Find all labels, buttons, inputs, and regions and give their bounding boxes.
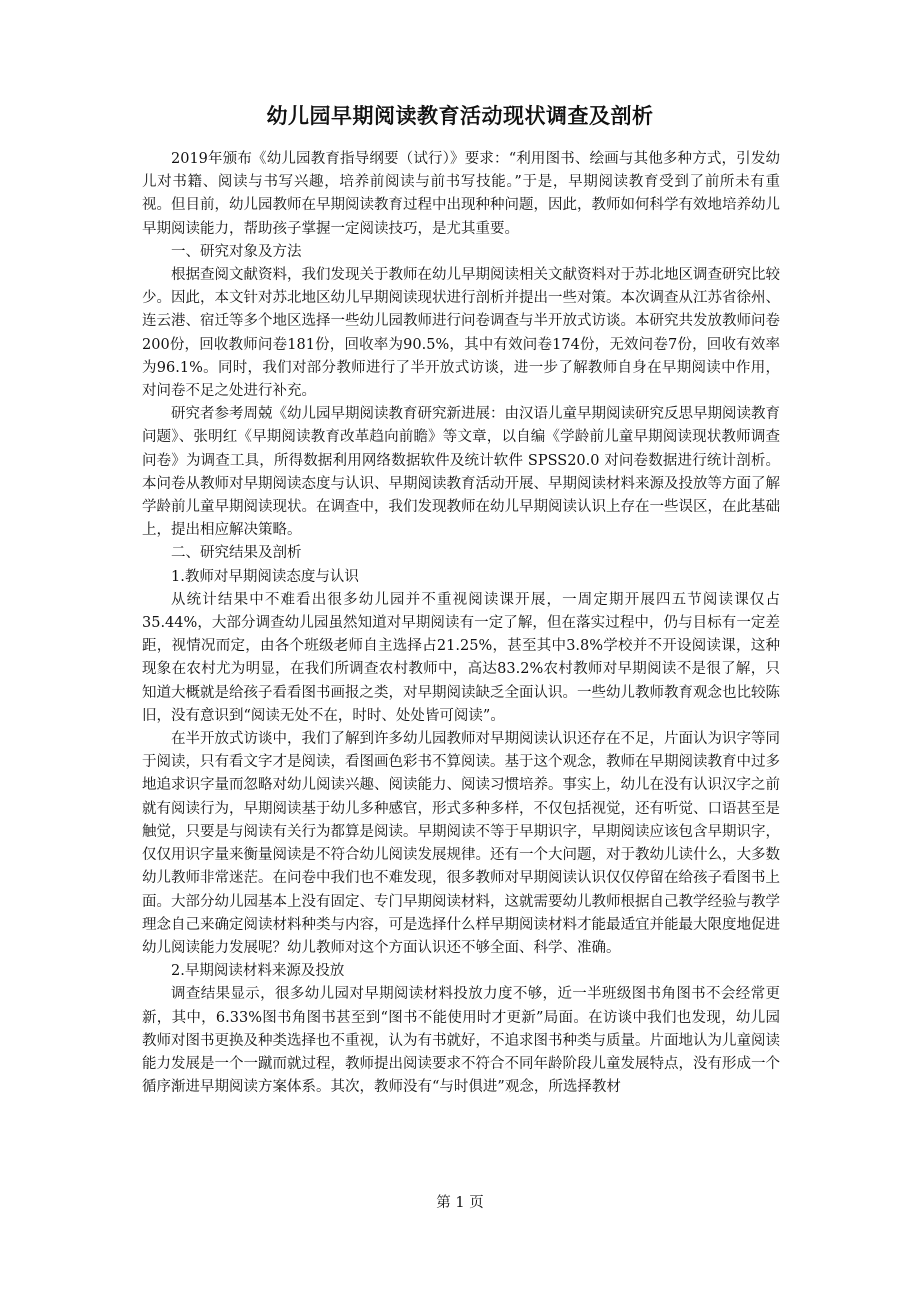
document-title: 幼儿园早期阅读教育活动现状调查及剖析	[266, 104, 654, 128]
page-number-footer: 第 1 页	[436, 1195, 484, 1211]
body-paragraph: 调查结果显示，很多幼儿园对早期阅读材料投放力度不够，近一半班级图书角图书不会经常更新，其中，6.33%图书角图书甚至到“图书不能使用时才更新”局面。在访谈中我们也发现，幼儿园教师对图书更换及种类选择也不重视，认为有书就好，不追求图书种类与质量。片面地认为儿童阅读能力发展是一个一蹴而就过程，教师提出阅读要求不符合不同年龄阶段儿童发展特点，没有形成一个循序渐进早期阅读方案体系。其次，教师没有“与时俱进”观念，所选择教材	[142, 986, 780, 1096]
body-paragraph: 根据查阅文献资料，我们发现关于教师在幼儿早期阅读相关文献资料对于苏北地区调查研究比较少。因此，本文针对苏北地区幼儿早期阅读现状进行剖析并提出一些对策。本次调查从江苏省徐州、连云港、宿迁等多个地区选择一些幼儿园教师进行问卷调查与半开放式访谈。本研究共发放教师问卷200份，回收教师问卷181份，回收率为90.5%，其中有效问卷174份，无效问卷7份，回收有效率为96.1%。同时，我们对部分教师进行了半开放式访谈，进一步了解教师自身在早期阅读中作用，对问卷不足之处进行补充。	[142, 267, 780, 400]
document-body	[142, 148, 780, 1099]
subsection-heading-materials: 2.早期阅读材料来源及投放	[171, 963, 345, 980]
subsection-heading-attitude: 1.教师对早期阅读态度与认识	[171, 568, 359, 585]
section-heading-results: 二、研究结果及剖析	[171, 545, 302, 562]
body-paragraph: 从统计结果中不难看出很多幼儿园并不重视阅读课开展，一周定期开展四五节阅读课仅占35.44%，大部分调查幼儿园虽然知道对早期阅读有一定了解，但在落实过程中，仍与目标有一定差距，视情况而定，由各个班级老师自主选择占21.25%，甚至其中3.8%学校并不开设阅读课，这种现象在农村尤为明显，在我们所调查农村教师中，高达83.2%农村教师对早期阅读不是很了解，只知道大概就是给孩子看看图书画报之类，对早期阅读缺乏全面认识。一些幼儿教师教育观念也比较陈旧，没有意识到“阅读无处不在，时时、处处皆可阅读”。	[142, 591, 780, 724]
section-heading-methods: 一、研究对象及方法	[171, 243, 302, 260]
body-paragraph: 研究者参考周兢《幼儿园早期阅读教育研究新进展：由汉语儿童早期阅读研究反思早期阅读教育问题》、张明红《早期阅读教育改革趋向前瞻》等文章，以自编《学龄前儿童早期阅读现状教师调查问卷》为调查工具，所得数据利用网络数据软件及统计软件 SPSS20.0 对问卷数据进行统计剖析。本问卷从教师对早期阅读态度与认识、早期阅读教育活动开展、早期阅读材料来源及投放等方面了解学龄前儿童早期阅读现状。在调查中，我们发现教师在幼儿早期阅读认识上存在一些误区，在此基础上，提出相应解决策略。	[142, 406, 780, 539]
intro-paragraph: 2019年颁布《幼儿园教育指导纲要（试行）》要求：“利用图书、绘画与其他多种方式，引发幼儿对书籍、阅读与书写兴趣，培养前阅读与前书写技能。”于是，早期阅读教育受到了前所未有重视。但目前，幼儿园教师在早期阅读教育过程中出现种种问题，因此，教师如何科学有效地培养幼儿早期阅读能力，帮助孩子掌握一定阅读技巧，是尤其重要。	[142, 151, 780, 237]
body-paragraph: 在半开放式访谈中，我们了解到许多幼儿园教师对早期阅读认识还存在不足，片面认为识字等同于阅读，只有看文字才是阅读，看图画色彩书不算阅读。基于这个观念，教师在早期阅读教育中过多地追求识字量而忽略对幼儿阅读兴趣、阅读能力、阅读习惯培养。事实上，幼儿在没有认识汉字之前就有阅读行为，早期阅读基于幼儿多种感官，形式多种多样，不仅包括视觉，还有听觉、口语甚至是触觉，只要是与阅读有关行为都算是阅读。早期阅读不等于早期识字，早期阅读应该包含早期识字，仅仅用识字量来衡量阅读是不符合幼儿阅读发展规律。还有一个大问题，对于教幼儿读什么，大多数幼儿教师非常迷茫。在问卷中我们也不难发现，很多教师对早期阅读认识仅仅停留在给孩子看图书上面。大部分幼儿园基本上没有固定、专门早期阅读材料，这就需要幼儿教师根据自己教学经验与教学理念自己来确定阅读材料种类与内容，可是选择什么样早期阅读材料才能最适宜并能最大限度地促进幼儿阅读能力发展呢？幼儿教师对这个方面认识还不够全面、科学、准确。	[142, 731, 780, 956]
